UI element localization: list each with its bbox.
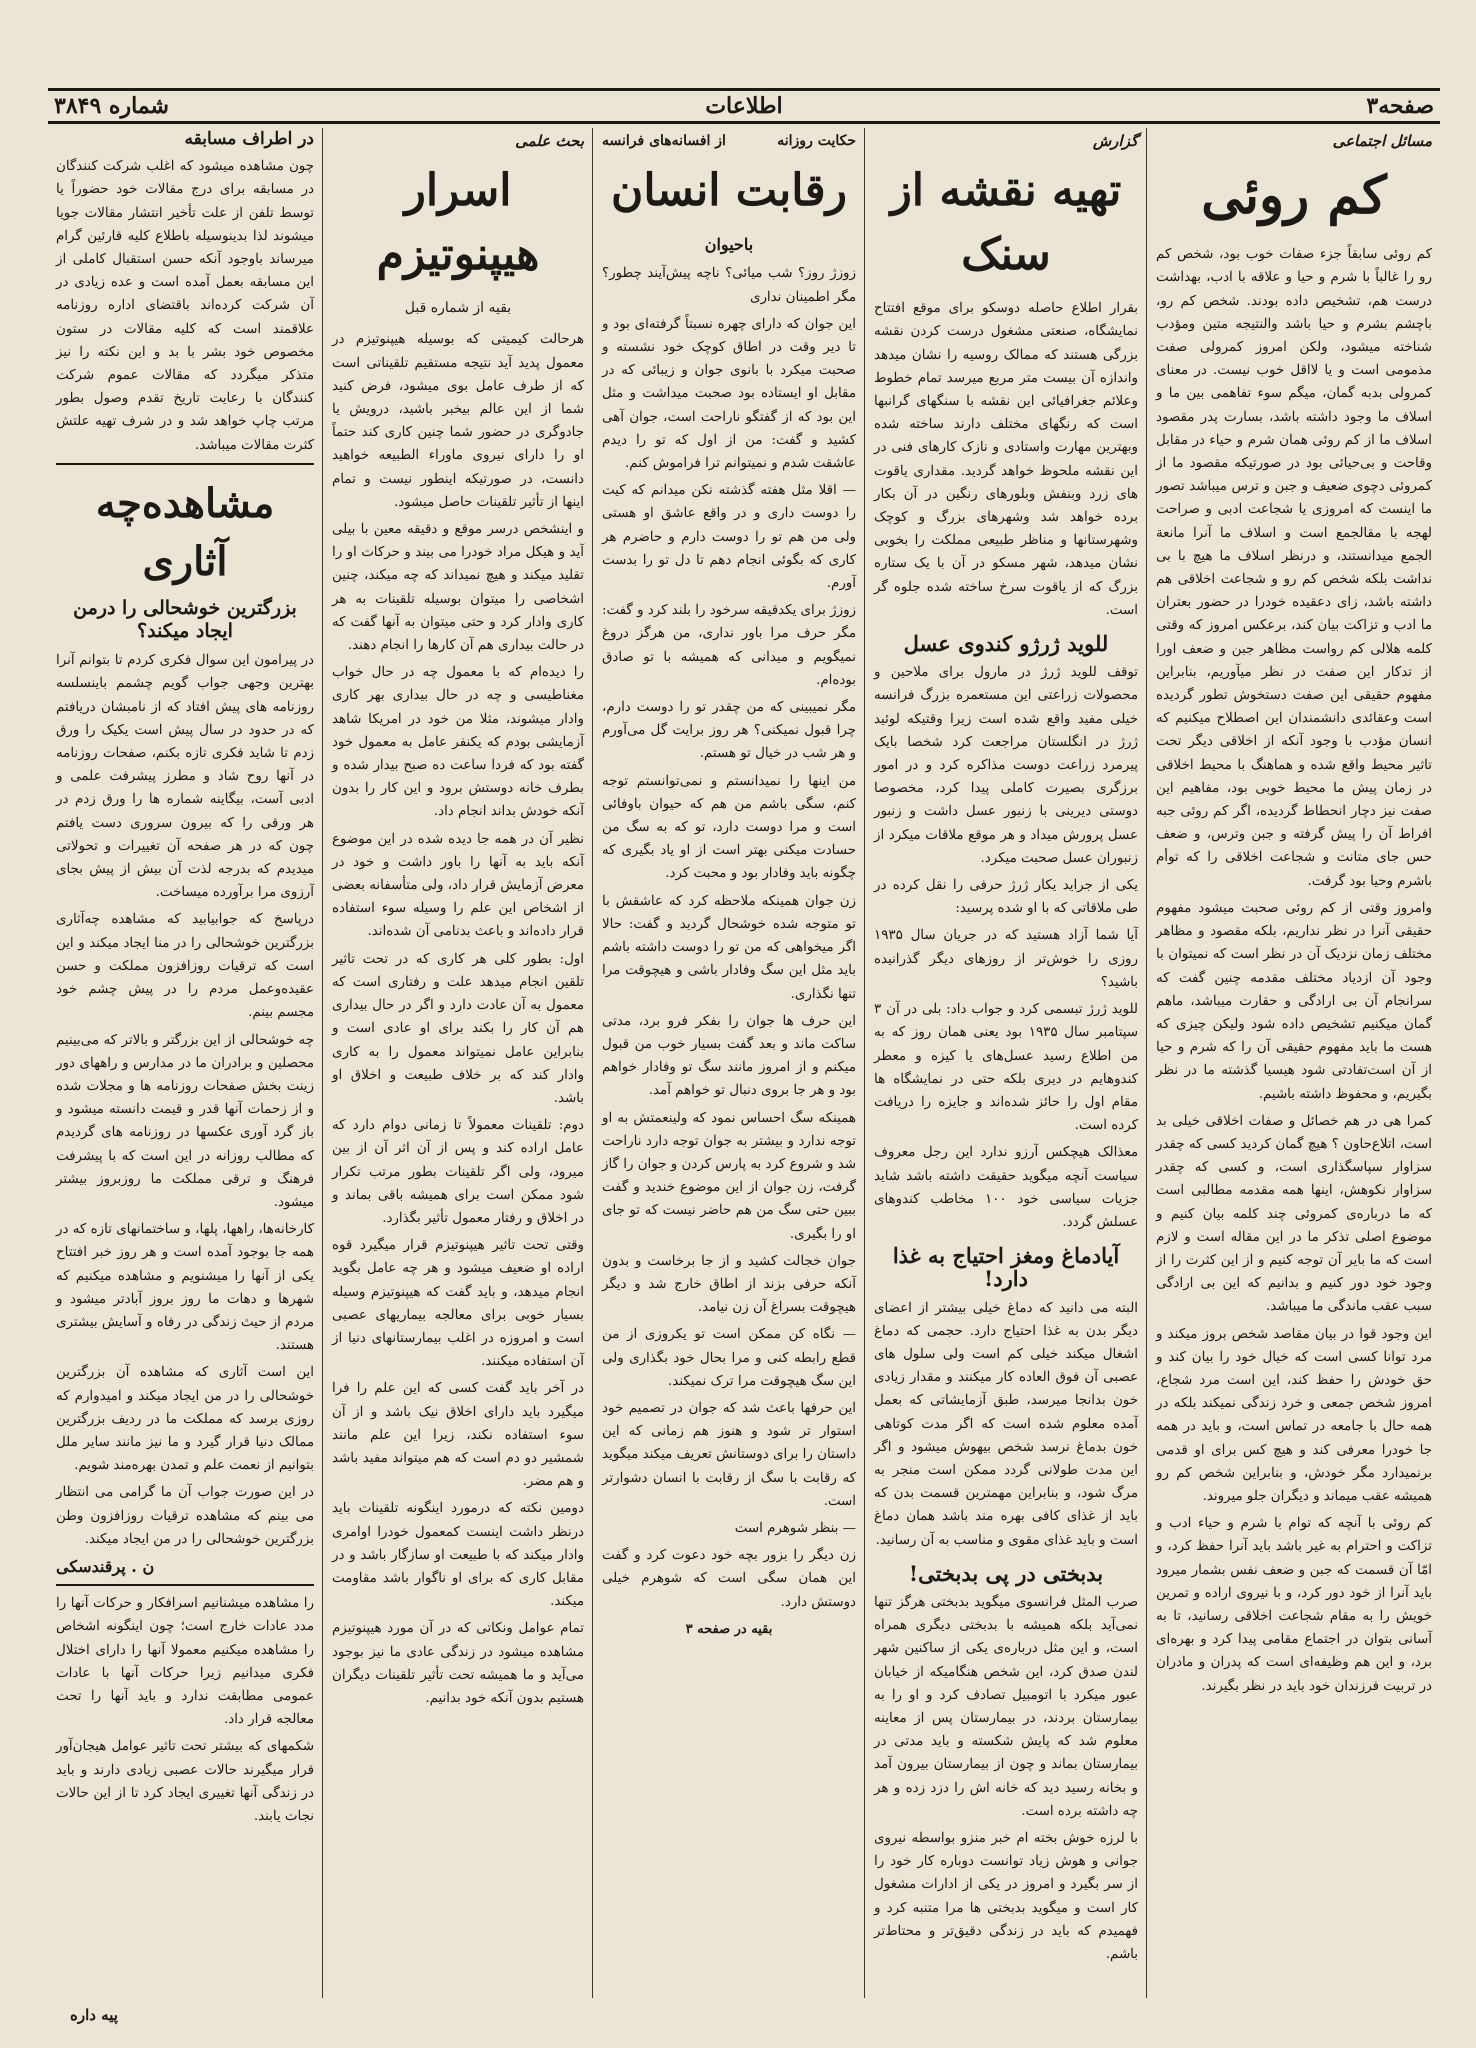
- paragraph: مگر نمیبینی که من چقدر تو را دوست دارم، چرا قبول نمیکنی؟ هر روز برایت گل می‌آورم و هر شب در خیال تو هستم.: [602, 700, 856, 762]
- paragraph: چه خوشحالی از این بزرگتر و بالاتر که می‌بینیم محصلین و برادران ما در مدارس و راههای دور زینت بخش صفحات روزنامه ها و مجلات شده و از زحمات آنها قدر و قیمت دانسته میشود و باز گرد آوری عکسها در روزنامه های گردیدم که مطالب روزانه در این است که با پیشرفت فرهنگ و ترقی مملکت ما روزبروز بیشتر میشود.: [56, 1032, 314, 1210]
- paragraph: شکمهای که بیشتر تحت تاثیر عوامل هیجان‌آور قرار میگیرند حالات عصبی زیادی دارند و باید در زندگی آنها تغییری ایجاد کرد تا از این حالات نجات یابند.: [56, 1739, 314, 1824]
- paragraph: — بنظر شوهرم است: [734, 1520, 856, 1536]
- paragraph: همینکه سگ احساس نمود که ولینعمتش به او توجه ندارد و بیشتر به جوان توجه دارد ناراحت شد و شروع کرد به پارس کردن و جوان را گاز گرفت، زن جوان از این موضوع خندید و گفت ببین حتی سگ من هم حاضر نیست که تو جای او را بگیری.: [602, 1110, 856, 1242]
- paragraph: نظیر آن در همه جا دیده شده در این موضوع آنکه باید به آنها را باور داشت و خود در معرض آزمایش قرار داد، ولی متأسفانه بعضی از اشخاص این علم را وسیله سوء استفاده قرار داده‌اند و باعث بدنامی آن شده‌اند.: [332, 831, 584, 940]
- paragraph: یکی از جراید یکار ژرژ حرفی را نقل کرده در طی ملاقاتی که با او شده پرسید:: [874, 878, 1138, 917]
- section-title-brain-food: آیادماغ ومغز احتیاج به غذا دارد!: [892, 1243, 1120, 1292]
- column-kamrui: [1148, 126, 1440, 1996]
- paragraph: دوم: تلقینات معمولاً تا زمانی دوام دارد که عامل اراده کند و پس از آن اثر آن از بین میرود، ولی اگر تلقینات بطور مرتب تکرار شود ممکن است برای همیشه باقی بماند و در اخلاق و رفتار معمول تأثیر بگذارد.: [332, 1118, 584, 1226]
- paragraph: وقتی تحت تاثیر هیپنوتیزم قرار میگیرد قوه اراده او ضعیف میشود و هر چه عامل بگوید انجام میدهد، و باید گفت که هیپنوتیزم وسیله بسیار خوبی برای معالجه بیماریهای عصبی است و امروزه در اغلب بیمارستانهای دنیا از آن استفاده میکنند.: [332, 1238, 584, 1370]
- paragraph: زوزژ برای یکدقیقه سرخود را بلند کرد و گفت: مگر حرف مرا باور نداری، من هرگز دروغ نمیگویم و میدانی که همیشه با تو صادق بوده‌ام.: [602, 603, 856, 688]
- paragraph: این جوان که دارای چهره نسبتاً گرفته‌ای بود و تا دیر وقت در اطاق کوچک خود نشسته و صحبت میکرد با بانوی جوان و زیبائی که در مقابل او ایستاده بود صحبت میداشت و مثل این بود که از گفتگو ناراحت است، جوان آهی کشید و گفت: من از اول که تو را دیدم عاشقت شدم و نمیتوانم ترا فراموش کنم.: [602, 316, 856, 472]
- column-rule: [592, 128, 593, 1998]
- paragraph: معذالک هیچکس آرزو ندارد این رجل معروف سیاست آنچه میگوید حقیقت داشته باشد شاید جزیات سیاسی خود ۱۰۰ مخاطب کندوهای عسلش گردد.: [874, 1145, 1139, 1230]
- paragraph: توقف للوید ژرژ در مارول برای ملاحین و محصولات زراعتی این مستعمره بزرگ فرانسه خیلی مفید واقع شده است زیرا وقتیکه لوئید ژرژ در انگلستان مراجعت کرد شخصا بایک پیرمرد زراعت دوست مذاکره کرد و در امور برزگری بصیرت کاملی پیدا کرد، مخصوصا دوستی دیرینی با زنبور عسل داشت و زنبور عسل پرورش میداد و هر موقع ملاقات میکرد از زنبوران عسل صحبت میکرد.: [874, 665, 1138, 866]
- continued-from-previous: بقیه از شماره قبل: [404, 300, 512, 317]
- section-title-lloyd-george: للوید ژرژو کندوی عسل: [903, 631, 1109, 657]
- paragraph: کارخانه‌ها، راهها، پلها، و ساختمانهای تازه که در همه جا بوجود آمده است و هر روز خبر افتتاح یکی از آنها را میشنویم و مشاهده میکنیم که شهرها و دهات ما روز بروز آبادتر میشود و مردم از حیث زندگی در رفاه و آسایش بیشتری هستند.: [56, 1222, 314, 1354]
- headline-stone-map: تهیه نقشه از سنک: [890, 165, 1122, 281]
- box-title-contest: در اطراف مسابقه: [184, 129, 314, 149]
- footer-mark: پیه داره: [70, 2006, 118, 2024]
- column-rule: [1146, 128, 1147, 1998]
- column-story: [594, 126, 864, 1996]
- paragraph: این است آثاری که مشاهده آن بزرگترین خوشحالی را در من ایجاد میکند و امیدوارم که روزی برسد که مملکت ما در ردیف بزرگترین ممالک دنیا قرار گیرد و ما نیز مانند سایر ملل بتوانیم از نعمت علم و تمدن بهره‌مند شویم.: [56, 1365, 314, 1474]
- kicker-science: بحث علمی: [515, 132, 584, 150]
- headline-hypnotism: اسرار هیپنوتیزم: [376, 165, 540, 281]
- paper-name: اطلاعات: [705, 93, 783, 119]
- kicker-row: [602, 130, 856, 153]
- kicker-daily-story: حکایت روزانه: [777, 133, 856, 149]
- paragraph: کمرا هی در هم خصائل و صفات اخلاقی خیلی بد است، اتلاع‌حاون ؟ هیچ گمان کردید کسی که چقدر سزاوار سپاسگذاری است، و کسی که چقدر سزاوار نکوهش، اینها همه مقدمه مطالبی است که ما درباره‌ی کمروئی چند کلمه بیان کنیم و موضوع اصلی تذکر ما در این مقاله است و لازم است که ما بایر آن توجه کنیم و از این کثرت را از وجود خود دور کنیم و بدانیم که این بی ارادگی سبب عقب ماندگی ما میباشد.: [1156, 1113, 1432, 1315]
- kicker-french-tales: از افسانه‌های فرانسه: [602, 133, 726, 149]
- column-hypnotism: [324, 126, 592, 1996]
- paragraph: را دیده‌ام که با معمول چه در حال خواب مغناطیسی و چه در حال بیداری بهر کاری وادار میشوند، مثلا من خود در امریکا شاهد آزمایشی بودم که یکنفر عامل به معمول خود گفته بود که فردا ساعت ده صبح بیدار شده و بطرف خانه دوستش برود و این کار را بدون آنکه خودش بداند انجام داد.: [332, 665, 584, 820]
- paragraph: کم روئی با آنچه که توام با شرم و حیاء ادب و تزاکت و احترام به غیر باشد باید آنرا حفظ کرد، و امّا آن قسمت که جبن و ضعف نفس بشمار میرود باید آنرا از خود دور کرد، و با نیروی اراده و تمرین خویش را به مقام شجاعت اخلاقی رسانید، تا به آسانی بتوان در اجتماع مقامی پیدا کرد و بهره‌ای برد، و این هم وظیفه‌ای است که پدران و مادران در تربیت فرزندان خود باید در نظر بگیرند.: [1156, 1516, 1432, 1694]
- paragraph: للوید ژرژ تبسمی کرد و جواب داد: بلی در آن ۳ سپتامبر سال ۱۹۳۵ بود یعنی همان روز که به من اطلاع رسید عسل‌های یا کیزه و معطر کندوهایم در دیری بلکه حتی در نمایشگاه ها مقام اول را حائز شده‌اند و جایزه را دریافت کرده است.: [874, 1002, 1138, 1134]
- paragraph: این حرف ها جوان را بفکر فرو برد، مدتی ساکت ماند و بعد گفت بسیار خوب من قبول میکنم و از امروز مانند سگ تو وفادار خواهم بود و هر جا بروی دنبال تو خواهم آمد.: [602, 1013, 856, 1099]
- paragraph: تمام عوامل ونکاتی که در آن مورد هیپنوتیزم مشاهده میشود در زندگی عادی ما نیز بوجود می‌آید و ما همیشه تحت تأثیر تلقینات دیگران هستیم بدون آنکه خود بدانیم.: [332, 1621, 584, 1706]
- paragraph: من اینها را نمیدانستم و نمی‌توانستم توجه کنم، سگی باشم من هم که حیوان باوفائی است و مرا دوست دارد، تو که به سگ من حسادت میکنی بهتر است از او یاد بگیری که چگونه باید وفادار بود و محبت کرد.: [602, 773, 856, 882]
- paragraph: این حرفها باعث شد که جوان در تصمیم خود استوار تر شود و هنوز هم زمانی که این داستان را برای دوستانش تعریف میکند میگوید که رقابت با سگ از رقابت با انسان دشوارتر است.: [602, 1400, 856, 1509]
- column-map-report: [866, 126, 1146, 1996]
- paragraph: زن دیگر را بزور بچه خود دعوت کرد و گفت این همان سگی است که شوهرم خیلی دوستش دارد.: [602, 1548, 856, 1610]
- paragraph: را مشاهده میشنانیم اسرافکار و حرکات آنها را مدد عادات خارج است؛ چون اینگونه اشخاص را مشاهده میکنیم معمولا آنها را دارای اختلال فکری میدانیم زیرا حرکات آنها با عادات عمومی مطابقت ندارد و باید آنها را تحت معالجه قرار داد.: [56, 1596, 314, 1728]
- divider: [56, 463, 314, 465]
- column-rule: [864, 128, 865, 1998]
- paragraph: اول: بطور کلی هر کاری که در تحت تاثیر تلقین انجام میدهد علت و رفتاری است که معمول به آن عادت دارد و اگر در حال بیداری هم آن کار را بکند برای او عادی است و بنابراین عامل نمیتواند معمول را به کاری وادار کند که بر خلاف طبیعت و اخلاق او باشد.: [332, 951, 584, 1106]
- paragraph: این وجود قوا در بیان مقاصد شخص بروز میکند و مرد توانا کسی است که خیال خود را بیان کند و حق خودش را حفظ کند، این است مرد شجاع، امروز شخص جمعی و خرد زندگی نمیکند بلکه در همه حال با جامعه در تماس است، و باید در همه جا خودرا معرفی کند و هیچ کس برای او قدمی برنمیدارد مگر خودش، و بنابراین شخص کم رو همیشه عقب میماند و دیگران جلو میروند.: [1156, 1326, 1432, 1504]
- paragraph: در پیرامون این سوال فکری کردم تا بتوانم آنرا بهترین وجهی جواب گویم چشمم باینسلسه روزنامه های پیش افتاد که از نامبشان دریافتم که در حدود در سال پیش است یکیک را ورق زدم تا شاید فکری تازه بکنم، صفحات روزنامه در آنها روح شاد و مطرز پیشرفت علمی و ادبی آست، بیگاینه شماره ها را ورق زدم در هر ورقی را که بیرون سروری دست یافتم چون که در هر صفحه آن تغییرات و تحولاتی میدیدم که بدرجه لذت آن بیش از پیش بجای آرزوی مرا برآورده میساخت.: [56, 653, 314, 901]
- paragraph: — اقلا مثل هفته گذشته نکن میدانم که کیت را دوست داری و در واقع عاشق او هستی ولی من هم تو را دوست دارم و حاضرم هر کاری که بگوئی انجام دهم تا دل تو را بدست آورم.: [602, 483, 856, 592]
- page-label: صفحه۳: [1366, 93, 1434, 119]
- paragraph: کم روئی سابقاً جزء صفات خوب بود، شخص کم رو را غالباً با شرم و حیا و علاقه با ادب، بهداشت درست‌ هم، تشخیص داده بودند. شخص کم رو، باچشم بشرم و حیا باشد والنتیجه متین ومؤدب شناخته میشود، ولکن امروز کمرولی صفت مذمومی است و یا لااقل خوب نیست. در معنای کمرولی بدبه گمان، میگم سوء تفاهمی بین ما و اسلاف ما وجود داشته باشد، بسارت پدر مقصود اسلاف ما از کم روئی همان شرم و حیاء در مقابل وقاحت و بی‌حیائی بود در صورتیکه مقصود ما از کمروئی دچوی ضعیف و جبن و ترس میباشد تصور ما اینست که امروزی یا شجاعت ادبی و صراحت لهجه با مقالجمع است و اسلاف ما آنرا مانعة الجمع میدانستند، و درنظر اسلاف ما هیچ با بی نداشت بلکه شخص کم رو و شجاعت اخلاقی هم داشته باشد، زای دعقیده خودرا در حضور بعتران ما ادب و تزاکت بیان کند، برعکس امروز که وقتی کلمه هلالی کم رواست مظاهر جبن و ضعف اورا از تدکار این صفت در نظر میآوریم، بنابراین مفهوم حقیقی این صفت دستخوش تطور گردیده است وعقائدی دانشمندان این اصطلاح میکنیم که انسان مؤدب با وجود آنکه از اخلاقی دیگر تحت تاثیر محیط واقع شده و هماهنگ با محیط اخلاقی در زمان پیش ما محیط خوبی بود، مفاهیم این صفت نیز دچار انحطاط گردیده، اگر کم روئی جبه افراط آن را پیش گرفته و جبن وترس، و ضعف حس جای متانت و شجاعت اخلاقی را که توأم باشرم وحیا بود گرفت.: [1156, 247, 1432, 889]
- kicker-social: مسائل اجتماعی: [1332, 132, 1432, 150]
- masthead: [48, 88, 1440, 124]
- continued-note: بقیه در صفحه ۳: [685, 1621, 773, 1637]
- paragraph: بقرار اطلاع حاصله دوسکو برای موقع افتتاح نمایشگاه، صنعتی مشغول درست کردن نقشه بزرگی هستند که ممالک روسیه را نشان میدهد واندازه آن بیست متر مربع میرسد تمام خطوط وعلائم جغرافیائی این نقشه با سنگهای گرانبها است که رنگهای مختلف دارند ساخته شده وبهترین مهارت واستادی و نازک کارهای فنی در این نقشه ملحوظ خواهد گردید. مقداری یاقوت های زرد وبنفش وبلورهای رنگین در آن بکار برده خواهد شد وشهرهای بزرگ و کوچک وشهرستانها و مناظر طبیعی مملکت را بخوبی نشان میدهد، شهر مسکو در آن با یک ستاره بزرگ که از یاقوت سرخ ساخته شده جلوه گر است.: [874, 301, 1138, 618]
- subhead-happiness: بزرگترین خوشحالی را درمن ایجاد میکند؟: [73, 596, 297, 643]
- paragraph: با لرزه خوش بخته ام خبر منزو بواسطه نیروی جوانی و هوش زیاد توانست دوباره کار خود را از سر بگیرد و امروز در یکی از ادارات مشغول کار است و میگوید بدبختی ها مرا متنبه کرد و فهمیدم که باید در زندگی دقیق‌تر و محتاط‌تر باشم.: [874, 1831, 1138, 1963]
- column-contest: [48, 126, 322, 1996]
- paragraph: زوزژ روز؟ شب میائی؟ ناچه پیش‌آیند چطور؟ مگر اطمینان نداری: [602, 266, 856, 305]
- headline-observing: مشاهده‌چه آثاری: [95, 479, 275, 585]
- paragraph: در این صورت جواب آن ما گرامی می انتظار می‌ بینم که مشاهده ترقیات روزافزون وطن بزرگترین خوشحالی را در من ایجاد میکند.: [56, 1485, 314, 1547]
- headline-rivalry: رقابت انسان: [611, 165, 847, 217]
- paragraph: درپاسخ که جوابیابید که مشاهده چه‌آثاری بزرگترین خوشحالی را در منا ایجاد میکند و این است که ترقیات روزافزون مملکت و حسن عقیده‌وعمل مردم را در پیش چشم خود مجسم بینم.: [56, 912, 314, 1021]
- paragraph: — نگاه کن ممکن است تو یکروزی از من قطع رابطه کنی و مرا بحال خود بگذاری ولی این سگ هیچوقت مرا ترک نمیکند.: [602, 1327, 856, 1389]
- paragraph: چون مشاهده میشود که اغلب شرکت کنندگان در مسابقه برای درج مقالات خود حضوراً یا توسط تلفن از علت تأخیر انتشار مقالات جویا میشوند لذا بدینوسیله باطلاع کلیه قارئین گرام میرساند باوجود آنکه حسن استقبال کاملی از این مسابقه بعمل آمده است و عده زیادی در آن شرکت کرده‌اند باقتضای اداره روزنامه علاقمند است که کلیه مقالات در ستون مخصوص خود بشر با بد و این نکته را نیز متذکر میگردد که مقالات عموم شرکت کنندگان با رعایت تاریخ تقدم وصول بطور مرتب چاپ خواهد شد و در شرف تهیه علتش کثرت مقالات میباشد.: [56, 159, 314, 453]
- paragraph: هرحالت کیمیتی که بوسیله هیپنوتیزم در معمول پدید آید نتیجه مستقیم تلقیناتی است که از طرف عامل بوی میشود، فرض کنید شما از این عالم بیخبر باشید، درویش یا جادوگری در حضور شما چنین کاری کند حتماً او را دارای نیروی ماوراء الطبیعه خواهید دانست، در صورتیکه اینطور نیست و تمام اینها از تأثیر تلقینات حاصل میشود.: [332, 332, 584, 510]
- paragraph: زن جوان همینکه ملاحظه کرد که عاشقش با تو متوجه شده خوشحال گردید و گفت: حالا اگر میخواهی که من تو را دوست داشته باشم باید مثل این سگ وفادار باشی و هیچوقت مرا تنها نگذاری.: [602, 893, 856, 1002]
- divider: [56, 1584, 314, 1586]
- paragraph: صرب المثل فرانسوی میگوید بدبختی هرگز تنها نمی‌آید بلکه همیشه با بدبختی دیگری همراه است، و این مثل درباره‌ی یکی از ساکنین شهر لندن صدق کرد، این شخص هنگامیکه از خیابان عبور میکرد با اتومبیل تصادف کرد و او را به بیمارستان بردند، در بیمارستان پس از معاینه معلوم شد که پایش شکسته و باید مدتی در بیمارستان بماند و چون از بیمارستان بیرون آمد و بخانه رسید دید که خانه اش را دزد زده و هر چه داشته برده است.: [874, 1594, 1138, 1819]
- paragraph: جوان خجالت کشید و از جا برخاست و بدون آنکه حرفی بزند از اطاق خارج شد و دیگر هیچوقت بسراغ آن زن نیامد.: [602, 1253, 856, 1316]
- section-title-misfortune: بدبختی در پی بدبختی!: [908, 1560, 1104, 1586]
- kicker-report: گزارش: [1092, 132, 1138, 150]
- issue-label: شماره ۳۸۴۹: [54, 93, 169, 119]
- paragraph: آیا شما آزاد هستید که در جریان سال ۱۹۳۵ روزی را خوش‌تر از روزهای دیگر گذرانیده باشید؟: [874, 928, 1138, 990]
- headline-kamrui: کم روئی: [1201, 165, 1387, 227]
- paragraph: وامروز وقتی از کم روئی صحبت میشود مفهوم حقیقی آنرا در نظر نداریم، بلکه مقصود و مظاهر مختلف زمان نزدیک آن در نظر است که نمیتوان با وجود آن ازدیاد مختلف مقدمه چنین گفت که سرانجام آن بی ارادگی و حقارت میباشد، ماهم گمان میکنیم تشخیص داده شود ولیکن چیزی که هست ما باید مفهوم حقیقی آن را که شرم و حیا از آن است‌تفادتی شود هیسیا گذشته ما در نظر بگیریم، و محفوظ داشته باشیم.: [1156, 900, 1432, 1102]
- paragraph: دومین نکته که درمورد اینگونه تلقینات باید درنظر داشت اینست کمعمول خودرا اوامری وادار میکند که با طبیعت او سازگار باشد و در مقابل کاری که برای او ناگوار باشد مقاومت میکند.: [332, 1501, 584, 1610]
- paragraph: در آخر باید گفت کسی که این علم را فرا میگیرد باید دارای اخلاق نیک باشد و از آن سوء استفاده نکند، زیرا این علم مانند شمشیر دو دم است که هم میتواند مفید باشد و هم مضر.: [332, 1381, 584, 1490]
- headline-sub-animal: باحیوان: [704, 235, 754, 255]
- paragraph: و اینشخص درسر موقع و دقیقه معین با بیلی آید و هیکل مراد خودرا می بیند و حرکات او را تقلید میکند و هیچ نمیداند که چه میکند، چنین اشخاصی را میتوان بوسیله تلقینات به هر کاری وادار کرد و حتی میتوان به آنها گفت که در حالت بیداری هم آن کارها را انجام دهند.: [332, 522, 584, 654]
- paragraph: البته می دانید که دماغ خیلی بیشتر از اعضای دیگر بدن به غذا احتیاج دارد. حجمی که دماغ اشغال میکند خیلی کم است ولی سلول های عصبی آن فوق العاده کار میکنند و مقدار زیادی خون بدانجا میرسد، طبق آزمایشاتی که بعمل آمده معلوم شده است که اگر مدت کوتاهی خون بدماغ نرسد شخص بیهوش میشود و اگر این مدت طولانی گردد ممکن است منجر به مرگ شود، و بنابراین مهمترین قسمت بدن که باید از غذای کافی بهره مند باشد همان دماغ است و باید غذای مقوی و مناسب به آن رسانید.: [874, 1300, 1138, 1548]
- author-signature: ن . پرقندسکی: [56, 1556, 155, 1576]
- column-rule: [322, 128, 323, 1998]
